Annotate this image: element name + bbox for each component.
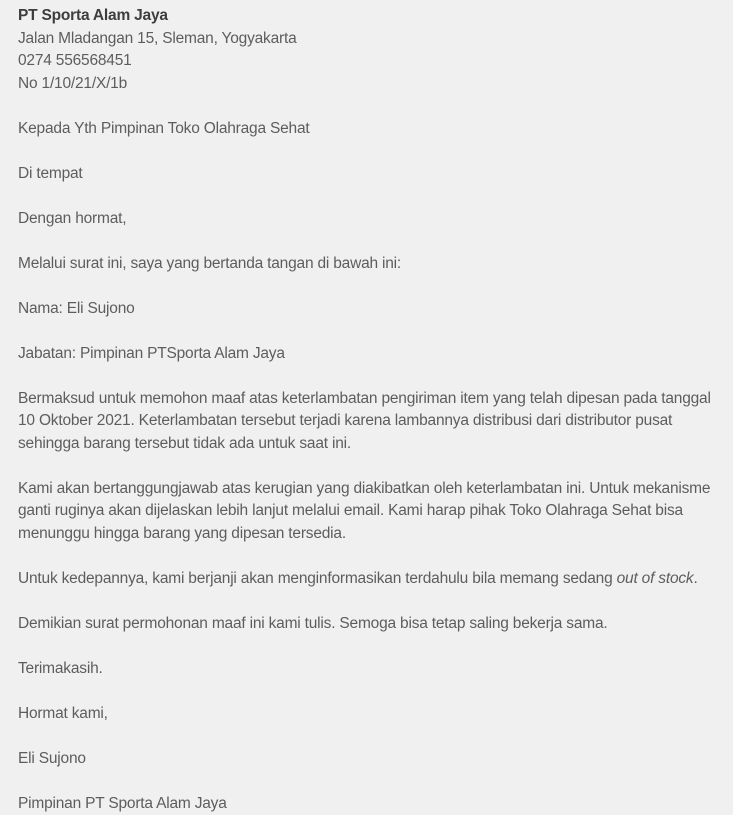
body-paragraph-3-prefix: Untuk kedepannya, kami berjanji akan menginformasikan terdahulu bila memang sedang <box>18 570 617 587</box>
thanks-line: Terimakasih. <box>18 658 715 681</box>
letter-header <box>18 5 715 95</box>
signature-title: Pimpinan PT Sporta Alam Jaya <box>18 793 715 815</box>
letter-ref-number: No 1/10/21/X/1b <box>18 73 715 96</box>
signature-name: Eli Sujono <box>18 748 715 771</box>
company-name: PT Sporta Alam Jaya <box>18 5 715 28</box>
body-paragraph-3 <box>18 568 715 591</box>
out-of-stock-italic: out of stock <box>617 570 694 587</box>
letter-document <box>18 5 715 815</box>
closing-paragraph: Demikian surat permohonan maaf ini kami tulis. Semoga bisa tetap saling bekerja sama. <box>18 613 715 636</box>
sender-name-line: Nama: Eli Sujono <box>18 298 715 321</box>
body-paragraph-2: Kami akan bertanggungjawab atas kerugian yang diakibatkan oleh keterlambatan ini. Untuk mekanisme ganti ruginya akan dijelaskan lebih lanjut melalui email. Kami harap pihak Toko Olahraga Sehat bisa menunggu hingga barang yang dipesan tersedia. <box>18 478 715 546</box>
recipient-place-line: Di tempat <box>18 163 715 186</box>
company-address: Jalan Mladangan 15, Sleman, Yogyakarta <box>18 28 715 51</box>
company-phone: 0274 556568451 <box>18 50 715 73</box>
body-paragraph-3-suffix: . <box>693 570 697 587</box>
intro-line: Melalui surat ini, saya yang bertanda tangan di bawah ini: <box>18 253 715 276</box>
recipient-line: Kepada Yth Pimpinan Toko Olahraga Sehat <box>18 118 715 141</box>
salutation-line: Dengan hormat, <box>18 208 715 231</box>
sender-title-line: Jabatan: Pimpinan PTSporta Alam Jaya <box>18 343 715 366</box>
body-paragraph-1: Bermaksud untuk memohon maaf atas keterlambatan pengiriman item yang telah dipesan pada tanggal 10 Oktober 2021. Keterlambatan tersebut terjadi karena lambannya distribusi dari distributor pusat sehingga barang tersebut tidak ada untuk saat ini. <box>18 388 715 456</box>
signoff-line: Hormat kami, <box>18 703 715 726</box>
